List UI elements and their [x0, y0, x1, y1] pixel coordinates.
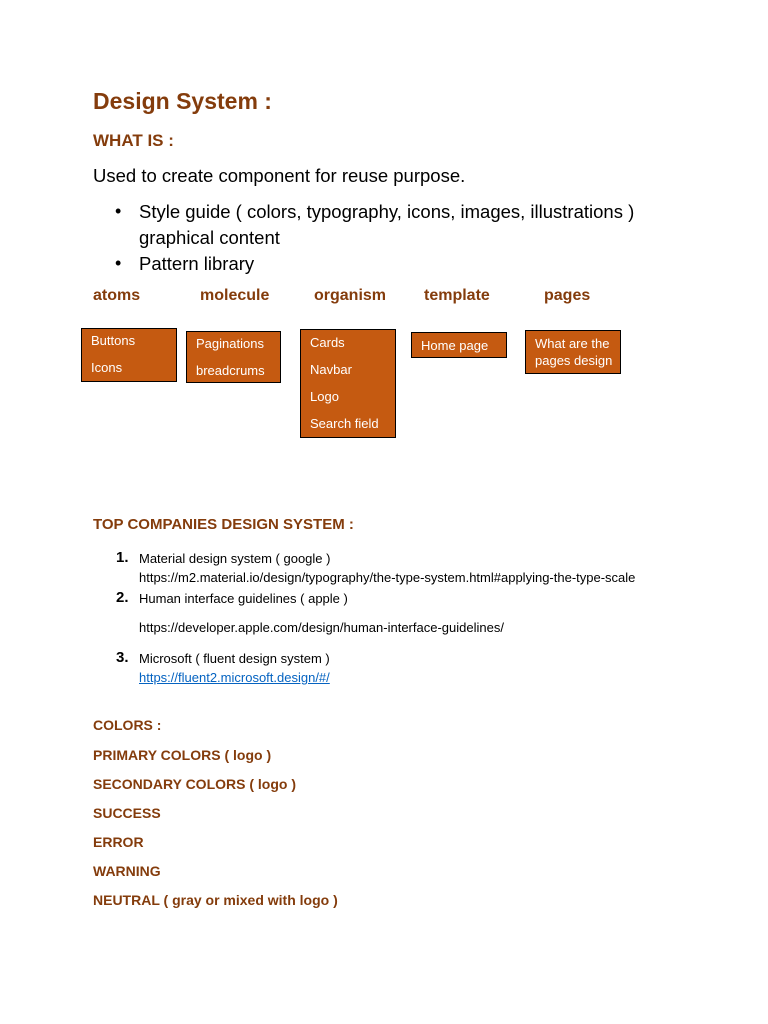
what-is-heading: WHAT IS :	[93, 131, 174, 150]
template-item-home-page: Home page	[421, 338, 489, 353]
molecule-box	[186, 331, 281, 383]
list-number: 3.	[116, 649, 129, 666]
organism-box	[300, 329, 396, 438]
atoms-item-icons: Icons	[91, 360, 123, 375]
color-error: ERROR	[93, 834, 144, 850]
color-neutral: NEUTRAL ( gray or mixed with logo )	[93, 892, 338, 908]
company-microsoft-link[interactable]: https://fluent2.microsoft.design/#/	[139, 670, 330, 685]
template-box	[411, 332, 507, 358]
category-template: template	[424, 287, 490, 304]
colors-heading: COLORS :	[93, 717, 162, 733]
pages-item-line1: What are the	[535, 336, 610, 351]
company-material-url: https://m2.material.io/design/typography/the-type-system.html#applying-the-type-scale	[139, 570, 636, 585]
atoms-item-buttons: Buttons	[91, 333, 136, 348]
company-apple-url: https://developer.apple.com/design/human-interface-guidelines/	[139, 620, 504, 635]
bullet-pattern-library: Pattern library	[139, 253, 255, 274]
atoms-box	[81, 328, 177, 382]
list-number: 2.	[116, 589, 129, 606]
color-success: SUCCESS	[93, 805, 161, 821]
company-apple: Human interface guidelines ( apple )	[139, 591, 348, 606]
pages-box	[525, 330, 621, 374]
companies-heading: TOP COMPANIES DESIGN SYSTEM :	[93, 516, 354, 533]
molecule-item-breadcrums: breadcrums	[196, 363, 265, 378]
color-secondary: SECONDARY COLORS ( logo )	[93, 776, 296, 792]
category-molecule: molecule	[200, 287, 270, 304]
color-warning: WARNING	[93, 863, 161, 879]
molecule-item-paginations: Paginations	[196, 336, 264, 351]
list-number: 1.	[116, 549, 129, 566]
bullet-style-guide-line2: graphical content	[139, 227, 280, 248]
pages-item-line2: pages design	[535, 353, 613, 368]
color-primary: PRIMARY COLORS ( logo )	[93, 747, 272, 763]
definition-text: Used to create component for reuse purpose.	[93, 165, 466, 186]
company-material: Material design system ( google )	[139, 551, 331, 566]
organism-item-logo: Logo	[310, 389, 339, 404]
organism-item-cards: Cards	[310, 335, 345, 350]
company-microsoft: Microsoft ( fluent design system )	[139, 651, 330, 666]
category-pages: pages	[544, 287, 591, 304]
bullet-icon: •	[115, 201, 122, 221]
bullet-icon: •	[115, 253, 122, 273]
category-organism: organism	[314, 287, 387, 304]
document-title: Design System :	[93, 88, 272, 114]
bullet-style-guide-line1: Style guide ( colors, typography, icons, images, illustrations )	[139, 201, 635, 222]
category-atoms: atoms	[93, 287, 141, 304]
organism-item-search-field: Search field	[310, 416, 379, 431]
organism-item-navbar: Navbar	[310, 362, 352, 377]
